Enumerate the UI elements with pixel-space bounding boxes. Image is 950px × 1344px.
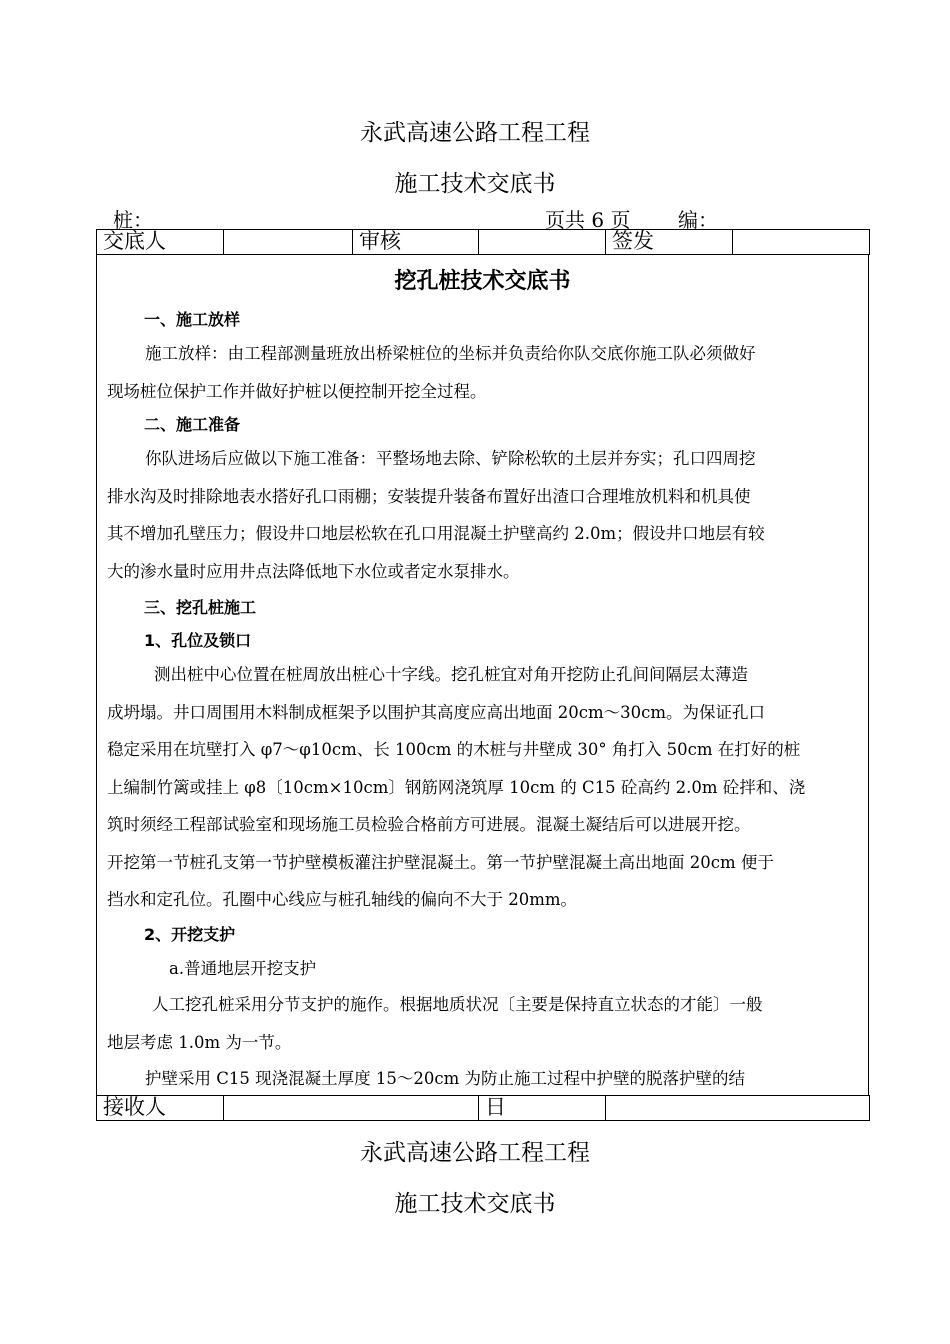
- section2-line: 大的渗水量时应用井点法降低地下水位或者定水泵排水。: [107, 561, 520, 581]
- section3-line: 稳定采用在坑壁打入 φ7～φ10cm、长 100cm 的木桩与井壁成 30° 角打入 50cm 在打好的桩: [107, 740, 801, 759]
- section3-line: 上编制竹篱或挂上 φ8〔10cm×10cm〕钢筋网浇筑厚 10cm 的 C15 砼高约 2.0m 砼拌和、浇: [107, 777, 806, 797]
- section5-para: [107, 1060, 863, 1098]
- doc-subtitle: 施工技术交底书: [394, 171, 556, 197]
- cell-receiver-label: 接收人: [97, 1096, 224, 1121]
- header-pile-label: 桩：: [113, 208, 153, 232]
- section2-line: 你队进场后应做以下施工准备：平整场地去除、铲除松软的土层并夯实；孔口四周挖: [145, 449, 756, 468]
- section3-line: 成坍塌。井口周围用木料制成框架予以围护其高度应高出地面 20cm～30cm。为保证孔口: [107, 702, 766, 722]
- section4-para: [107, 986, 863, 1061]
- section5-line: 护壁采用 C15 现浇混凝土厚度 15～20cm 为防止施工过程中护壁的脱落护壁的结: [145, 1069, 745, 1088]
- section4-line: 地层考虑 1.0m 为一节。: [107, 1032, 292, 1052]
- section3-sub2a-label: a.普通地层开挖支护: [169, 959, 317, 978]
- cell-issue-value: [733, 230, 870, 255]
- section2-line: 其不增加孔壁压力；假设井口地层松软在孔口用混凝土护壁高约 2.0m；假设井口地层有较: [107, 524, 765, 543]
- section3-line: 开挖第一节桩孔支第一节护壁模板灌注护壁混凝土。第一节护壁混凝土高出地面 20cm 便于: [107, 852, 774, 872]
- header-number-label: 编：: [678, 208, 718, 232]
- section3-sub2-heading: 2、开挖支护: [144, 925, 236, 944]
- cell-issue-label: 签发: [606, 230, 733, 255]
- section3-heading: 三、挖孔桩施工: [144, 598, 257, 617]
- section1-heading: 一、施工放样: [144, 310, 241, 329]
- section3-para: [107, 656, 863, 919]
- section2-para: [107, 440, 863, 590]
- section1-line: 现场桩位保护工作并做好护桩以便控制开挖全过程。: [107, 381, 487, 401]
- body-title: 挖孔桩技术交底书: [394, 269, 571, 294]
- section3-sub2a: [107, 950, 863, 988]
- next-page-subtitle: 施工技术交底书: [394, 1191, 556, 1217]
- next-page-title: 永武高速公路工程工程: [360, 1140, 590, 1166]
- cell-date-label: 日: [479, 1096, 606, 1121]
- section3-line: 挡水和定孔位。孔圈中心线应与桩孔轴线的偏向不大于 20mm。: [107, 890, 578, 909]
- header-page-count: 页共 6 页: [545, 208, 631, 232]
- doc-title: 永武高速公路工程工程: [360, 120, 590, 146]
- section3-sub1-heading: 1、孔位及锁口: [144, 631, 252, 650]
- section1-line: 施工放样：由工程部测量班放出桥梁桩位的坐标并负责给你队交底你施工队必须做好: [145, 344, 756, 363]
- cell-receiver-value: [224, 1096, 479, 1121]
- cell-discloser-label: 交底人: [97, 230, 224, 255]
- section3-line: 测出桩中心位置在桩周放出桩心十字线。挖孔桩宜对角开挖防止孔间间隔层太薄造: [154, 665, 748, 684]
- cell-date-value: [606, 1096, 870, 1121]
- disclosure-body: [96, 254, 869, 1095]
- section3-line: 筑时须经工程部试验室和现场施工员检验合格前方可进展。混凝土凝结后可以进展开挖。: [107, 815, 751, 834]
- section2-heading: 二、施工准备: [144, 415, 241, 434]
- signature-table: [96, 229, 870, 255]
- section2-line: 排水沟及时排除地表水搭好孔口雨棚；安装提升装备布置好出渣口合理堆放机料和机具使: [107, 486, 751, 506]
- section4-line: 人工挖孔桩采用分节支护的施作。根据地质状况〔主要是保持直立状态的才能〕一般: [152, 995, 763, 1014]
- cell-discloser-value: [224, 230, 353, 255]
- receipt-table: [96, 1095, 870, 1121]
- cell-review-value: [479, 230, 606, 255]
- cell-review-label: 审核: [353, 230, 479, 255]
- section1-para: [107, 335, 863, 410]
